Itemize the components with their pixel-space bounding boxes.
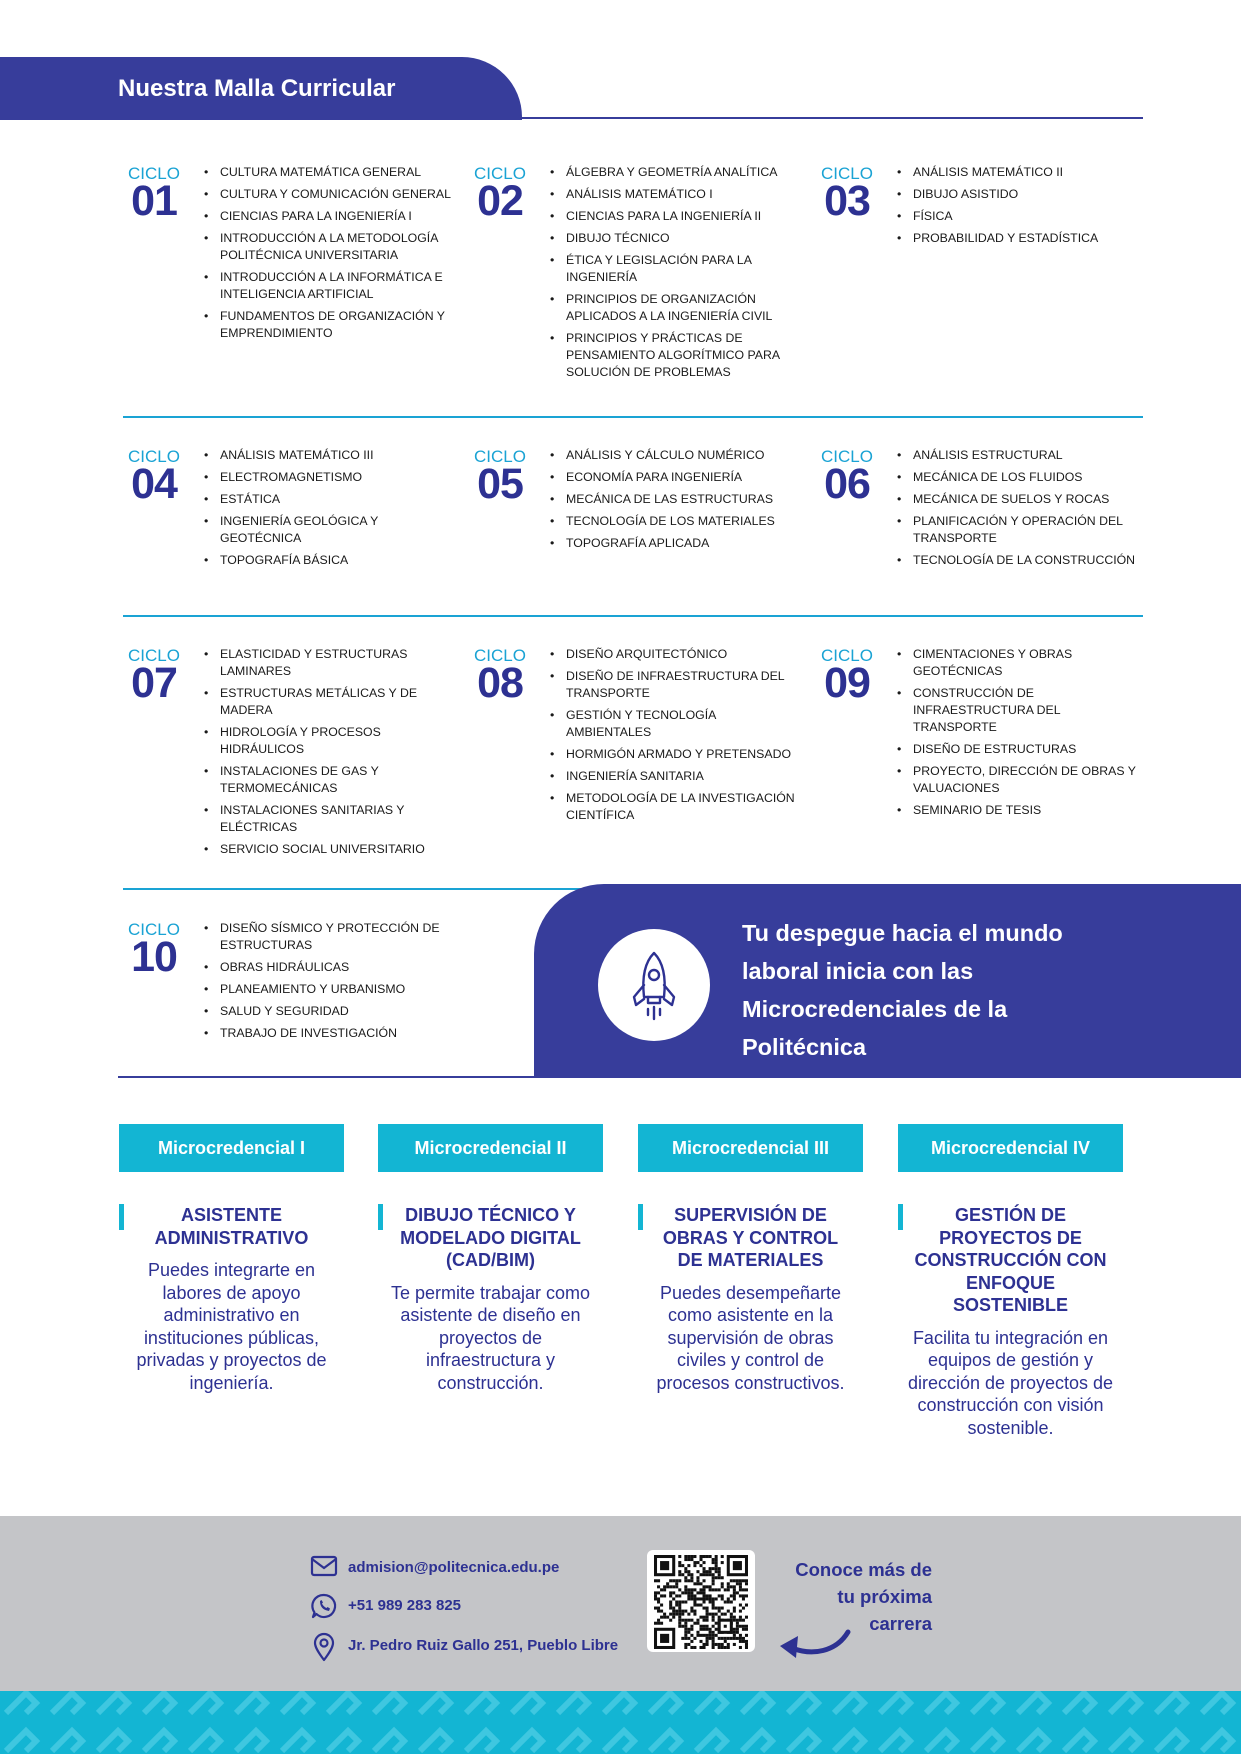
course-item: • GESTIÓN Y TECNOLOGÍA AMBIENTALES — [550, 707, 800, 741]
course-item: • TOPOGRAFÍA APLICADA — [550, 535, 800, 552]
microcredential-title: GESTIÓN DE PROYECTOS DE CONSTRUCCIÓN CON ENFOQUE SOSTENIBLE — [914, 1205, 1107, 1315]
section-title: Nuestra Malla Curricular — [118, 75, 396, 102]
course-item: • METODOLOGÍA DE LA INVESTIGACIÓN CIENTÍFICA — [550, 790, 800, 824]
course-item: • CULTURA Y COMUNICACIÓN GENERAL — [204, 186, 454, 203]
microcredential-description: Te permite trabajar como asistente de diseño en proyectos de infraestructura y construcción. — [390, 1282, 591, 1393]
promo-text: Tu despegue hacia el mundo laboral inicia con las Microcredenciales de la Politécnica — [742, 920, 1063, 1060]
address-text: Jr. Pedro Ruiz Gallo 251, Pueblo Libre — [348, 1637, 619, 1654]
microcredential-description: Facilita tu integración en equipos de gestión y dirección de proyectos de construcción con visión sostenible. — [907, 1327, 1114, 1438]
microcredential-tab[interactable]: Microcredencial I — [119, 1124, 344, 1172]
microcredential-tab[interactable]: Microcredencial IV — [898, 1124, 1123, 1172]
course-item: • TRABAJO DE INVESTIGACIÓN — [204, 1025, 454, 1042]
course-item: • DIBUJO TÉCNICO — [550, 230, 800, 247]
phone-text: +51 989 283 825 — [348, 1597, 462, 1614]
row-divider — [123, 615, 1143, 617]
cycle-label: CICLO — [821, 646, 873, 665]
course-item: • HORMIGÓN ARMADO Y PRETENSADO — [550, 746, 800, 763]
microcredential-tab[interactable]: Microcredencial II — [378, 1124, 603, 1172]
course-item: • FUNDAMENTOS DE ORGANIZACIÓN Y EMPRENDIMIENTO — [204, 308, 454, 342]
curved-arrow-icon — [776, 1622, 854, 1664]
course-item: • TOPOGRAFÍA BÁSICA — [204, 552, 454, 569]
section-divider — [118, 1076, 536, 1078]
cta-text: Conoce más de tu próxima carrera — [795, 1559, 932, 1634]
accent-bar — [638, 1204, 643, 1230]
qr-code-image — [654, 1555, 748, 1649]
course-item: • ANÁLISIS MATEMÁTICO III — [204, 447, 454, 464]
accent-bar — [378, 1204, 383, 1230]
microcredential-card-4 — [898, 1124, 1123, 1439]
course-list — [897, 447, 1147, 574]
microcredential-tab[interactable]: Microcredencial III — [638, 1124, 863, 1172]
cycle-number: 04 — [131, 460, 177, 508]
whatsapp-icon — [310, 1592, 338, 1620]
microcredential-title: ASISTENTE ADMINISTRATIVO — [154, 1205, 309, 1248]
course-list — [204, 920, 454, 1047]
course-item: • INGENIERÍA SANITARIA — [550, 768, 800, 785]
course-item: • PLANIFICACIÓN Y OPERACIÓN DEL TRANSPORTE — [897, 513, 1147, 547]
course-item: • DISEÑO DE ESTRUCTURAS — [897, 741, 1147, 758]
microcredential-card-1 — [119, 1124, 344, 1394]
cycle-number: 08 — [477, 659, 523, 707]
cycle-number: 10 — [131, 933, 177, 981]
course-item: • OBRAS HIDRÁULICAS — [204, 959, 454, 976]
course-item: • PRINCIPIOS DE ORGANIZACIÓN APLICADOS A LA INGENIERÍA CIVIL — [550, 291, 800, 325]
footer — [0, 1516, 1241, 1691]
course-item: • INTRODUCCIÓN A LA INFORMÁTICA E INTELIGENCIA ARTIFICIAL — [204, 269, 454, 303]
course-item: • SALUD Y SEGURIDAD — [204, 1003, 454, 1020]
course-item: • ELASTICIDAD Y ESTRUCTURAS LAMINARES — [204, 646, 454, 680]
course-item: • ANÁLISIS Y CÁLCULO NUMÉRICO — [550, 447, 800, 464]
course-item: • PLANEAMIENTO Y URBANISMO — [204, 981, 454, 998]
row-divider — [123, 416, 1143, 418]
header-divider — [522, 117, 1143, 119]
row-divider — [123, 888, 593, 890]
cycle-label: CICLO — [821, 164, 873, 183]
decorative-pattern — [0, 1691, 1241, 1754]
course-item: • ANÁLISIS ESTRUCTURAL — [897, 447, 1147, 464]
rocket-badge — [598, 929, 710, 1041]
microcredential-description: Puedes integrarte en labores de apoyo administrativo en instituciones públicas, privadas y proyectos de ingeniería. — [136, 1260, 327, 1393]
cycle-label: CICLO — [474, 447, 526, 466]
course-item: • CIMENTACIONES Y OBRAS GEOTÉCNICAS — [897, 646, 1147, 680]
rocket-icon — [626, 949, 682, 1025]
course-item: • ELECTROMAGNETISMO — [204, 469, 454, 486]
microcredential-card-2 — [378, 1124, 603, 1394]
course-item: • CULTURA MATEMÁTICA GENERAL — [204, 164, 454, 181]
course-list — [550, 646, 800, 829]
course-item: • HIDROLOGÍA Y PROCESOS HIDRÁULICOS — [204, 724, 454, 758]
course-list — [550, 447, 800, 557]
cycle-label: CICLO — [128, 164, 180, 183]
course-list — [550, 164, 800, 386]
cycle-label: CICLO — [474, 646, 526, 665]
course-item: • ANÁLISIS MATEMÁTICO I — [550, 186, 800, 203]
course-item: • DIBUJO ASISTIDO — [897, 186, 1147, 203]
course-item: • CIENCIAS PARA LA INGENIERÍA I — [204, 208, 454, 225]
course-item: • MECÁNICA DE SUELOS Y ROCAS — [897, 491, 1147, 508]
course-item: • DISEÑO SÍSMICO Y PROTECCIÓN DE ESTRUCTURAS — [204, 920, 454, 954]
section-header — [0, 57, 522, 120]
course-list — [897, 646, 1147, 824]
email-text: admision@politecnica.edu.pe — [348, 1559, 560, 1576]
accent-bar — [898, 1204, 903, 1230]
cycle-number: 05 — [477, 460, 523, 508]
course-item: • INSTALACIONES DE GAS Y TERMOMECÁNICAS — [204, 763, 454, 797]
course-item: • ÁLGEBRA Y GEOMETRÍA ANALÍTICA — [550, 164, 800, 181]
cycle-number: 07 — [131, 659, 177, 707]
course-list — [204, 646, 454, 863]
cycle-label: CICLO — [128, 447, 180, 466]
course-item: • DISEÑO DE INFRAESTRUCTURA DEL TRANSPORTE — [550, 668, 800, 702]
cycle-number: 09 — [824, 659, 870, 707]
cycle-label: CICLO — [821, 447, 873, 466]
course-item: • CONSTRUCCIÓN DE INFRAESTRUCTURA DEL TRANSPORTE — [897, 685, 1147, 736]
cycle-number: 06 — [824, 460, 870, 508]
course-item: • DISEÑO ARQUITECTÓNICO — [550, 646, 800, 663]
course-item: • INGENIERÍA GEOLÓGICA Y GEOTÉCNICA — [204, 513, 454, 547]
course-item: • MECÁNICA DE LAS ESTRUCTURAS — [550, 491, 800, 508]
course-item: • ESTÁTICA — [204, 491, 454, 508]
microcredential-title: DIBUJO TÉCNICO Y MODELADO DIGITAL (CAD/BIM) — [400, 1205, 581, 1270]
course-item: • SERVICIO SOCIAL UNIVERSITARIO — [204, 841, 454, 858]
course-item: • INTRODUCCIÓN A LA METODOLOGÍA POLITÉCNICA UNIVERSITARIA — [204, 230, 454, 264]
microcredential-description: Puedes desempeñarte como asistente en la supervisión de obras civiles y control de procesos constructivos. — [656, 1282, 845, 1393]
course-item: • INSTALACIONES SANITARIAS Y ELÉCTRICAS — [204, 802, 454, 836]
course-item: • ECONOMÍA PARA INGENIERÍA — [550, 469, 800, 486]
location-pin-icon — [310, 1632, 338, 1662]
cycle-number: 01 — [131, 177, 177, 225]
cycle-number: 02 — [477, 177, 523, 225]
microcredential-card-3 — [638, 1124, 863, 1394]
accent-bar — [119, 1204, 124, 1230]
course-list — [204, 447, 454, 574]
cycle-label: CICLO — [128, 920, 180, 939]
mail-icon — [310, 1554, 338, 1578]
course-item: • ÉTICA Y LEGISLACIÓN PARA LA INGENIERÍA — [550, 252, 800, 286]
qr-code[interactable] — [647, 1550, 755, 1652]
course-list — [897, 164, 1147, 252]
cycle-number: 03 — [824, 177, 870, 225]
promo-panel — [534, 884, 1241, 1078]
cycle-label: CICLO — [474, 164, 526, 183]
course-item: • FÍSICA — [897, 208, 1147, 225]
course-item: • CIENCIAS PARA LA INGENIERÍA II — [550, 208, 800, 225]
course-item: • PROBABILIDAD Y ESTADÍSTICA — [897, 230, 1147, 247]
course-item: • TECNOLOGÍA DE LOS MATERIALES — [550, 513, 800, 530]
course-item: • MECÁNICA DE LOS FLUIDOS — [897, 469, 1147, 486]
course-item: • SEMINARIO DE TESIS — [897, 802, 1147, 819]
cycle-label: CICLO — [128, 646, 180, 665]
course-item: • TECNOLOGÍA DE LA CONSTRUCCIÓN — [897, 552, 1147, 569]
course-item: • ANÁLISIS MATEMÁTICO II — [897, 164, 1147, 181]
course-item: • PRINCIPIOS Y PRÁCTICAS DE PENSAMIENTO ALGORÍTMICO PARA SOLUCIÓN DE PROBLEMAS — [550, 330, 800, 381]
course-item: • ESTRUCTURAS METÁLICAS Y DE MADERA — [204, 685, 454, 719]
course-item: • PROYECTO, DIRECCIÓN DE OBRAS Y VALUACIONES — [897, 763, 1147, 797]
course-list — [204, 164, 454, 347]
microcredential-title: SUPERVISIÓN DE OBRAS Y CONTROL DE MATERIALES — [662, 1205, 839, 1270]
